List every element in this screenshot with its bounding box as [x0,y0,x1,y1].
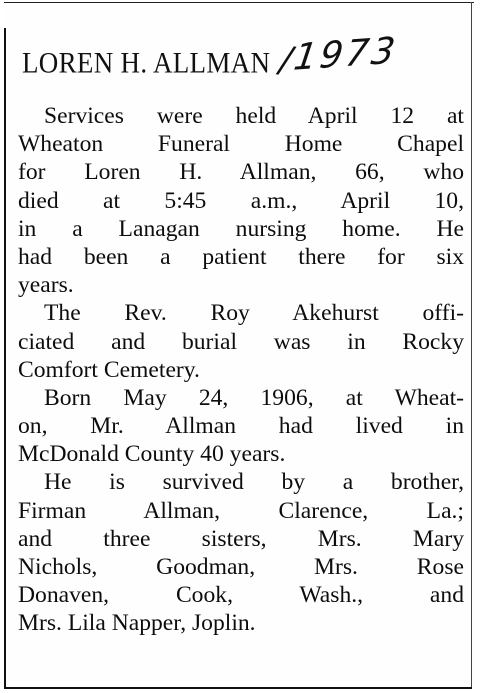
body-line: Services were held April 12 at [44,103,464,129]
body-line: on, Mr. Allman had lived in [18,413,464,440]
body-line: ciated and burial was in Rocky [18,328,464,355]
obituary-body [18,102,464,638]
headline-name: LOREN H. ALLMAN [22,46,271,80]
body-line: Comfort Cemetery. [18,356,200,383]
body-line: He is survived by a brother, [44,469,464,496]
body-line: The Rev. Roy Akehurst offi- [44,300,464,327]
clipping-right-edge [471,2,472,688]
body-line: Wheaton Funeral Home Chapel [18,131,464,158]
body-line: in a Lanagan nursing home. He [18,215,464,242]
obituary-headline [22,30,401,82]
clipping-top-edge [4,2,474,3]
body-line: for Loren H. Allman, 66, who [18,159,464,186]
body-line: died at 5:45 a.m., April 10, [18,187,464,214]
handwritten-slash: / [278,39,295,82]
body-line: had been a patient there for six [18,243,464,270]
body-line: years. [18,272,74,299]
body-line: Donaven, Cook, Wash., and [18,582,464,609]
body-line: and three sisters, Mrs. Mary [18,525,464,552]
body-line: Nichols, Goodman, Mrs. Rose [18,554,464,580]
body-line: McDonald County 40 years. [18,441,286,468]
handwritten-year: 1973 [291,30,401,79]
clipping-bottom-edge [4,687,472,689]
clipping-left-edge [4,28,6,688]
body-line: Born May 24, 1906, at Wheat- [44,384,464,411]
body-line: Mrs. Lila Napper, Joplin. [18,610,256,637]
body-line: Firman Allman, Clarence, La.; [18,497,464,524]
